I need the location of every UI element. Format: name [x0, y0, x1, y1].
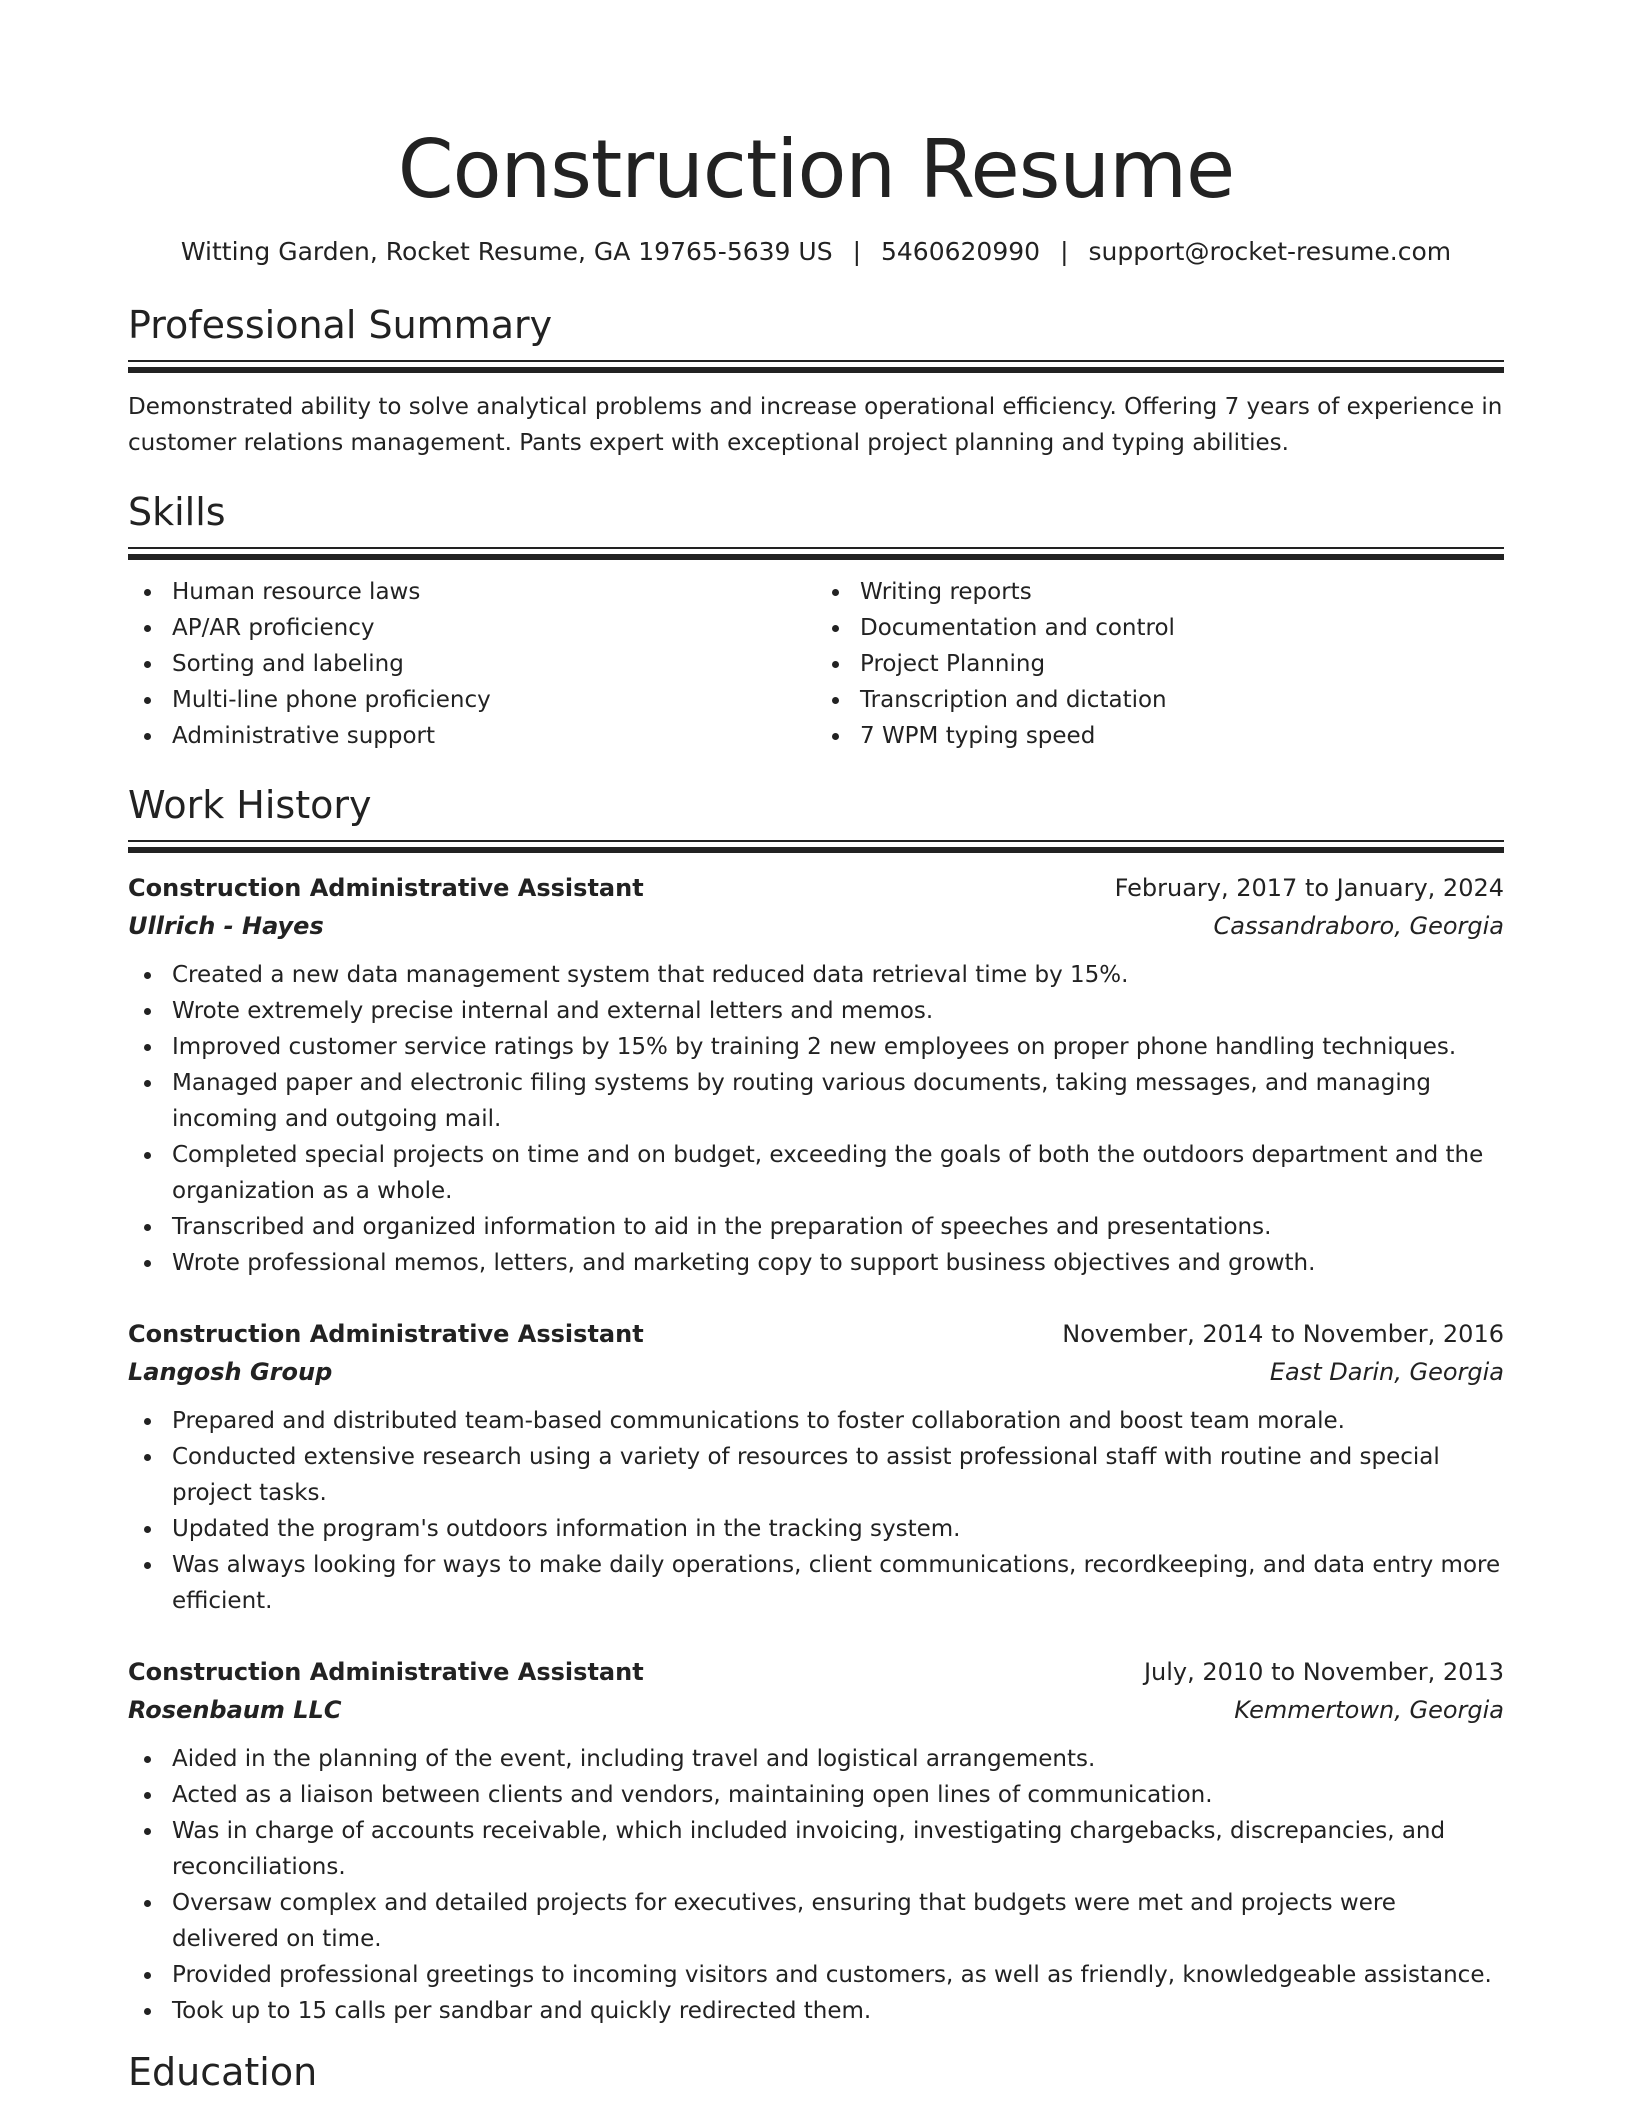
resume-name: Construction Resume	[397, 123, 1235, 216]
job-bullet: Was always looking for ways to make daily operations, client communications, recordkeeping, and data entry more efficient.	[172, 1547, 1504, 1619]
job-header	[128, 1653, 1504, 1691]
section-divider-thick	[128, 554, 1504, 560]
job-bullet: Aided in the planning of the event, including travel and logistical arrangements.	[172, 1741, 1504, 1777]
skill-item: Human resource laws	[172, 574, 816, 610]
job-company: Langosh Group	[128, 1358, 333, 1386]
skill-item: Sorting and labeling	[172, 646, 816, 682]
skills-section	[128, 489, 1504, 754]
summary-section	[128, 302, 1504, 461]
job-header	[128, 869, 1504, 907]
job-location: East Darin, Georgia	[1269, 1358, 1504, 1386]
job-title: Construction Administrative Assistant	[128, 1320, 644, 1348]
skill-item: Transcription and dictation	[860, 682, 1504, 718]
job-entry	[128, 869, 1504, 1281]
job-subheader	[128, 1691, 1504, 1729]
summary-text: Demonstrated ability to solve analytical problems and increase operational efficiency. Offering 7 years of experience in customer relations management. Pants expert with exceptional project planning and typing abilities.	[128, 394, 1503, 456]
contact-separator: |	[852, 237, 861, 266]
job-title: Construction Administrative Assistant	[128, 874, 644, 902]
job-bullet: Acted as a liaison between clients and vendors, maintaining open lines of communication.	[172, 1777, 1504, 1813]
job-subheader	[128, 907, 1504, 945]
section-divider	[128, 360, 1504, 362]
job-bullet: Was in charge of accounts receivable, which included invoicing, investigating chargebacks, discrepancies, and reconciliations.	[172, 1813, 1504, 1885]
skills-right-list	[816, 574, 1504, 754]
job-location: Cassandraboro, Georgia	[1213, 912, 1504, 940]
job-header	[128, 1315, 1504, 1353]
job-bullet: Transcribed and organized information to aid in the preparation of speeches and presentations.	[172, 1209, 1504, 1245]
job-bullet-list	[128, 1403, 1504, 1619]
job-bullet: Improved customer service ratings by 15% by training 2 new employees on proper phone handling techniques.	[172, 1029, 1504, 1065]
work-history-section	[128, 782, 1504, 2029]
job-company: Rosenbaum LLC	[128, 1696, 342, 1724]
job-location: Kemmertown, Georgia	[1234, 1696, 1504, 1724]
resume-page	[128, 0, 1504, 2095]
job-bullet: Completed special projects on time and on budget, exceeding the goals of both the outdoors department and the organization as a whole.	[172, 1137, 1504, 1209]
job-bullet: Took up to 15 calls per sandbar and quickly redirected them.	[172, 1993, 1504, 2029]
skill-item: Multi-line phone proficiency	[172, 682, 816, 718]
section-divider	[128, 840, 1504, 842]
skill-item: Administrative support	[172, 718, 816, 754]
contact-phone: 5460620990	[881, 237, 1041, 266]
job-title: Construction Administrative Assistant	[128, 1658, 644, 1686]
section-title-summary: Professional Summary	[128, 303, 553, 347]
job-bullet: Oversaw complex and detailed projects for executives, ensuring that budgets were met and projects were delivered on time.	[172, 1885, 1504, 1957]
skill-item: Writing reports	[860, 574, 1504, 610]
section-title-skills: Skills	[128, 490, 226, 534]
section-title-work-history: Work History	[128, 783, 372, 827]
job-bullet: Wrote extremely precise internal and external letters and memos.	[172, 993, 1504, 1029]
skill-item: Project Planning	[860, 646, 1504, 682]
job-dates: November, 2014 to November, 2016	[1062, 1320, 1504, 1348]
section-divider	[128, 547, 1504, 549]
job-bullet: Provided professional greetings to incoming visitors and customers, as well as friendly, knowledgeable assistance.	[172, 1957, 1504, 1993]
section-divider-thick	[128, 367, 1504, 373]
section-divider-thick	[128, 847, 1504, 853]
job-bullet-list	[128, 1741, 1504, 2029]
skills-left-list	[128, 574, 816, 754]
job-dates: February, 2017 to January, 2024	[1114, 874, 1504, 902]
contact-address: Witting Garden, Rocket Resume, GA 19765-5639 US	[180, 237, 833, 266]
job-bullet: Managed paper and electronic filing systems by routing various documents, taking messages, and managing incoming and outgoing mail.	[172, 1065, 1504, 1137]
job-company: Ullrich - Hayes	[128, 912, 324, 940]
job-entry	[128, 1653, 1504, 2029]
job-bullet: Prepared and distributed team-based communications to foster collaboration and boost team morale.	[172, 1403, 1504, 1439]
education-section	[128, 2049, 1504, 2095]
job-subheader	[128, 1353, 1504, 1391]
section-title-education: Education	[128, 2050, 318, 2094]
job-bullet-list	[128, 957, 1504, 1281]
job-entry	[128, 1315, 1504, 1619]
job-dates: July, 2010 to November, 2013	[1143, 1658, 1504, 1686]
skills-columns	[128, 574, 1504, 754]
contact-email: support@rocket-resume.com	[1088, 237, 1452, 266]
job-bullet: Wrote professional memos, letters, and marketing copy to support business objectives and growth.	[172, 1245, 1504, 1281]
contact-separator: |	[1060, 237, 1069, 266]
skill-item: AP/AR proficiency	[172, 610, 816, 646]
job-bullet: Conducted extensive research using a variety of resources to assist professional staff with routine and special project tasks.	[172, 1439, 1504, 1511]
skill-item: 7 WPM typing speed	[860, 718, 1504, 754]
contact-line	[128, 236, 1504, 268]
skill-item: Documentation and control	[860, 610, 1504, 646]
job-bullet: Updated the program's outdoors information in the tracking system.	[172, 1511, 1504, 1547]
job-bullet: Created a new data management system that reduced data retrieval time by 15%.	[172, 957, 1504, 993]
